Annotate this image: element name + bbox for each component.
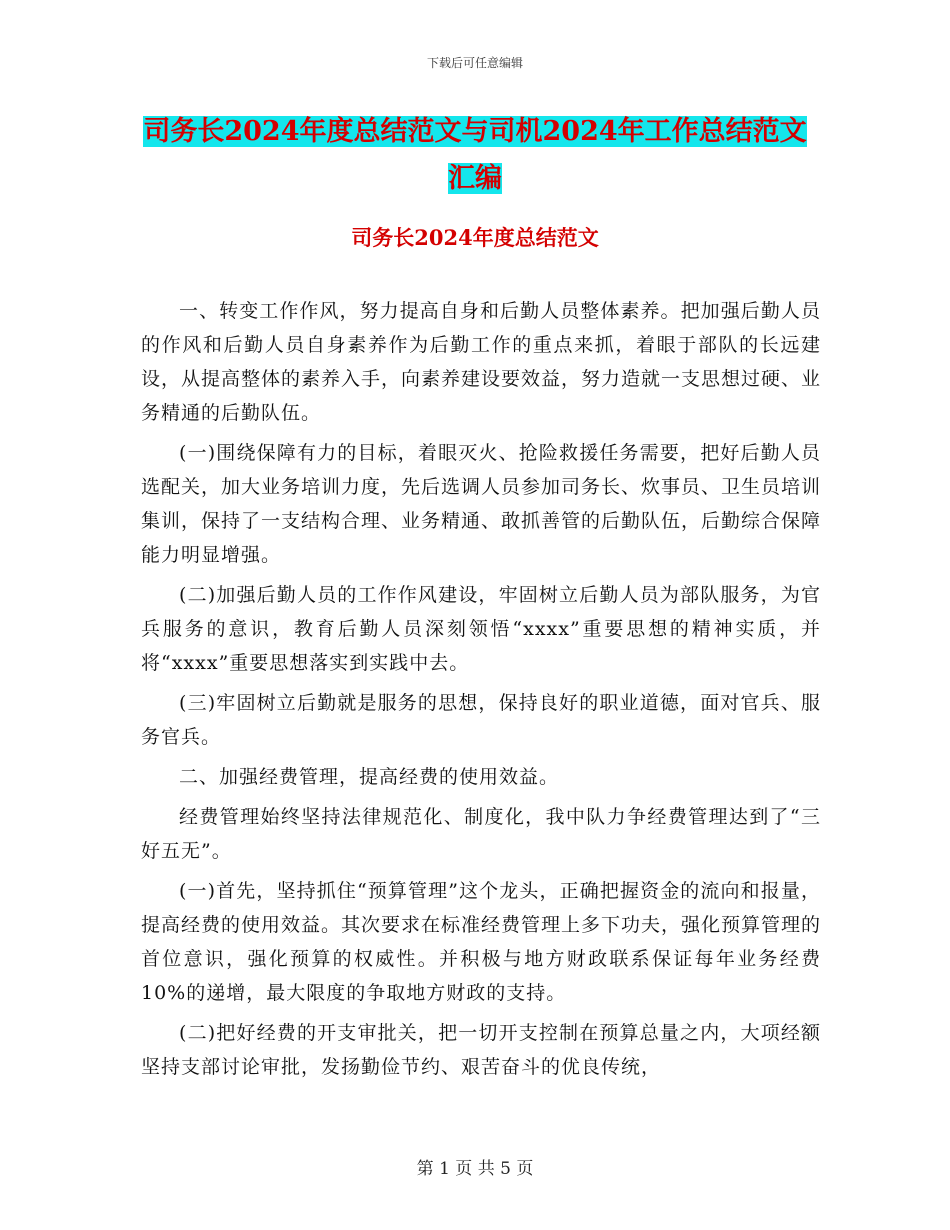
header-note: 下载后可任意编辑 (426, 56, 523, 70)
paragraph: (一)首先，坚持抓住“预算管理”这个龙头，正确把握资金的流向和报量，提高经费的使用效益。其次要求在标准经费管理上多下功夫，强化预算管理的首位意识，强化预算的权威性。并积极与地方财政联系保证每年业务经费10%的递增，最大限度的争取地方财政的支持。 (141, 880, 822, 1004)
paragraph: 二、加强经费管理，提高经费的使用效益。 (179, 766, 560, 788)
document-body (141, 294, 821, 1090)
paragraph: (一)围绕保障有力的目标，着眼灭火、抢险救援任务需要，把好后勤人员选配关，加大业务培训力度，先后选调人员参加司务长、炊事员、卫生员培训集训，保持了一支结构合理、业务精通、敢抓善管的后勤队伍，后勤综合保障能力明显增强。 (141, 442, 822, 566)
paragraph: (三)牢固树立后勤就是服务的思想，保持良好的职业道德，面对官兵、服务官兵。 (141, 692, 821, 748)
paragraph: (二)加强后勤人员的工作作风建设，牢固树立后勤人员为部队服务，为官兵服务的意识，教育后勤人员深刻领悟“xxxx”重要思想的精神实质，并将“xxxx”重要思想落实到实践中去。 (141, 584, 821, 674)
document-title-text: 司务长2024年度总结范文与司机2024年工作总结范文汇编 (143, 116, 807, 194)
section-title: 司务长2024年度总结范文 (351, 225, 599, 250)
document-title (140, 108, 810, 202)
paragraph: 一、转变工作作风，努力提高自身和后勤人员整体素养。把加强后勤人员的作风和后勤人员自身素养作为后勤工作的重点来抓，着眼于部队的长远建设，从提高整体的素养入手，向素养建设要效益，努力造就一支思想过硬、业务精通的后勤队伍。 (141, 300, 822, 424)
page-footer: 第 1 页 共 5 页 (416, 1159, 534, 1179)
paragraph: 经费管理始终坚持法律规范化、制度化，我中队力争经费管理达到了“三好五无”。 (141, 806, 821, 862)
paragraph: (二)把好经费的开支审批关，把一切开支控制在预算总量之内，大项经额坚持支部讨论审批，发扬勤俭节约、艰苦奋斗的优良传统， (141, 1022, 821, 1078)
